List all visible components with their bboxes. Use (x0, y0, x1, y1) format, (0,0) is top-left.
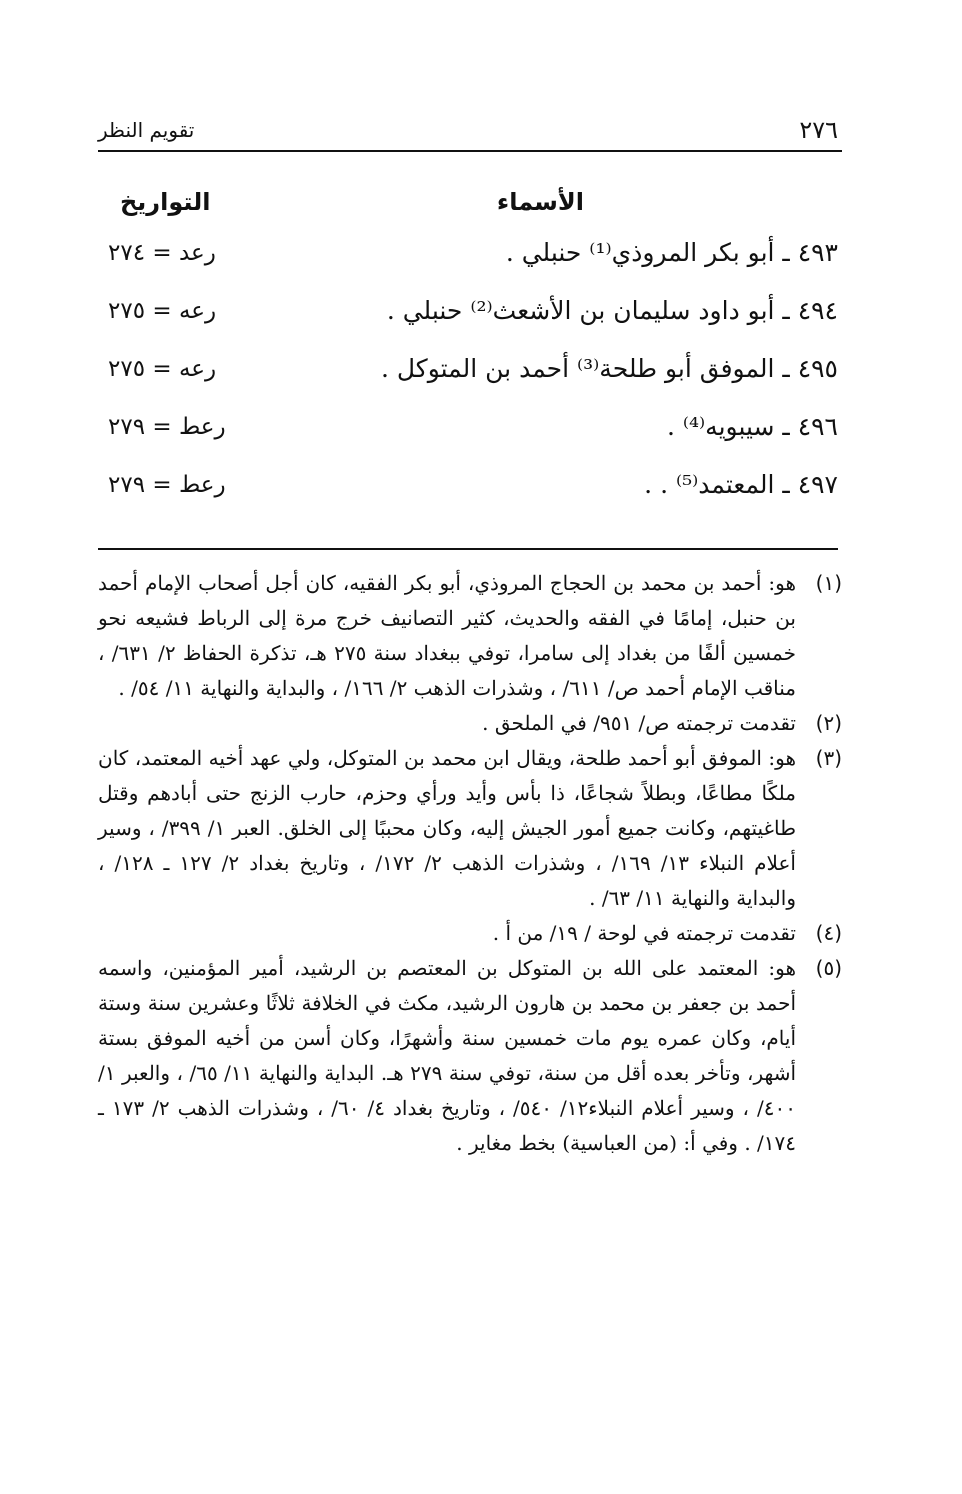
footnote-marker: (٤) (815, 921, 842, 945)
entry-date: رعد = ٢٧٤ (108, 240, 216, 266)
footnote (98, 566, 842, 706)
table-header (98, 188, 842, 232)
footnote-text: هو: المعتمد على الله بن المتوكل بن المعتصم بن الرشيد، أمير المؤمنين، واسمه أحمد بن جعفر بن محمد بن هارون الرشيد، مكث في الخلافة ثلاثًا وعشرين سنة وستة أيام، وكان عمره يوم مات خمسين سنة وأشهرًا، وكان أسن من أخيه الموفق بستة أشهر، وتأخر بعده أقل من سنة، توفي سنة ٢٧٩ هـ. البداية والنهاية ١١/ ٦٥/ ، والعبر ١/ ٤٠٠/ ، وسير أعلام النبلاء١٢/ ٥٤٠/ ، وتاريخ بغداد ٤/ ٦٠/ ، وشذرات الذهب ٢/ ١٧٣ ـ ١٧٤/ . وفي أ: (من العباسية) بخط مغاير . (98, 956, 797, 1155)
footnote-text: تقدمت ترجمته ص/ ٩٥١/ في الملحق . (482, 711, 796, 735)
book-title: تقويم النظر (98, 118, 195, 142)
footnote (98, 741, 842, 916)
column-header-names: الأسماء (496, 188, 584, 216)
footnote-text: هو: أحمد بن محمد بن الحجاج المروذي، أبو بكر الفقيه، كان أجل أصحاب الإمام أحمد بن حنبل، إمامًا في الفقه والحديث، كثير التصانيف خرج مرة إلى الرباط فشيعه نحو خمسين ألفًا من بغداد إلى سامرا، توفي ببغداد سنة ٢٧٥ هـ، تذكرة الحفاظ ٢/ ٦٣١/ ، مناقب الإمام أحمد ص/ ٦١١/ ، وشذرات الذهب ٢/ ١٦٦/ ، والبداية والنهاية ١١/ ٥٤/ . (98, 571, 796, 700)
footnote-marker: (٢) (815, 711, 842, 735)
footnote-text: تقدمت ترجمته في لوحة / ١٩/ من أ . (492, 921, 796, 945)
footnote (98, 916, 842, 951)
footnote-divider (98, 548, 838, 550)
names-dates-table (98, 188, 842, 522)
footnote-marker: (١) (815, 571, 842, 595)
table-row (98, 464, 842, 522)
table-row (98, 348, 842, 406)
column-header-dates: التواريخ (120, 188, 211, 216)
entry-name: ٤٩٧ ـ المعتمد⁽⁵⁾ . . (644, 470, 838, 499)
entry-date: رعط = ٢٧٩ (108, 472, 226, 498)
entry-date: رعط = ٢٧٩ (108, 414, 226, 440)
table-row (98, 290, 842, 348)
footnote-text: هو: الموفق أبو أحمد طلحة، ويقال ابن محمد بن المتوكل، ولي عهد أخيه المعتمد، كان ملكًا مطاعًا، وبطلاً شجاعًا، ذا بأس وأيد ورأي وحزم، حارب الزنج حتى أبادهم وقتل طاغيتهم، وكانت جميع أمور الجيش إليه، وكان محببًا إلى الخلق. العبر ١/ ٣٩٩/ ، وسير أعلام النبلاء ١٣/ ١٦٩/ ، وشذرات الذهب ٢/ ١٧٢/ ، وتاريخ بغداد ٢/ ١٢٧ ـ ١٢٨/ ، والبداية والنهاية ١١/ ٦٣/ . (98, 746, 796, 910)
table-row (98, 232, 842, 290)
footnote (98, 706, 842, 741)
entry-name: ٤٩٥ ـ الموفق أبو طلحة⁽³⁾ أحمد بن المتوكل . (380, 354, 838, 383)
header-divider (98, 150, 842, 152)
entry-name: ٤٩٤ ـ أبو داود سليمان بن الأشعث⁽²⁾ حنبلي . (386, 296, 838, 325)
footnote-marker: (٣) (815, 746, 842, 770)
footnotes-section (98, 566, 842, 1161)
entry-name: ٤٩٦ ـ سيبويه⁽⁴⁾ . (666, 412, 838, 441)
footnote (98, 951, 842, 1161)
entry-name: ٤٩٣ ـ أبو بكر المروذي⁽¹⁾ حنبلي . (505, 238, 838, 267)
page-number: ٢٧٦ (799, 116, 838, 144)
footnote-marker: (٥) (815, 956, 842, 980)
table-row (98, 406, 842, 464)
entry-date: رعه = ٢٧٥ (108, 298, 217, 324)
entry-date: رعه = ٢٧٥ (108, 356, 217, 382)
